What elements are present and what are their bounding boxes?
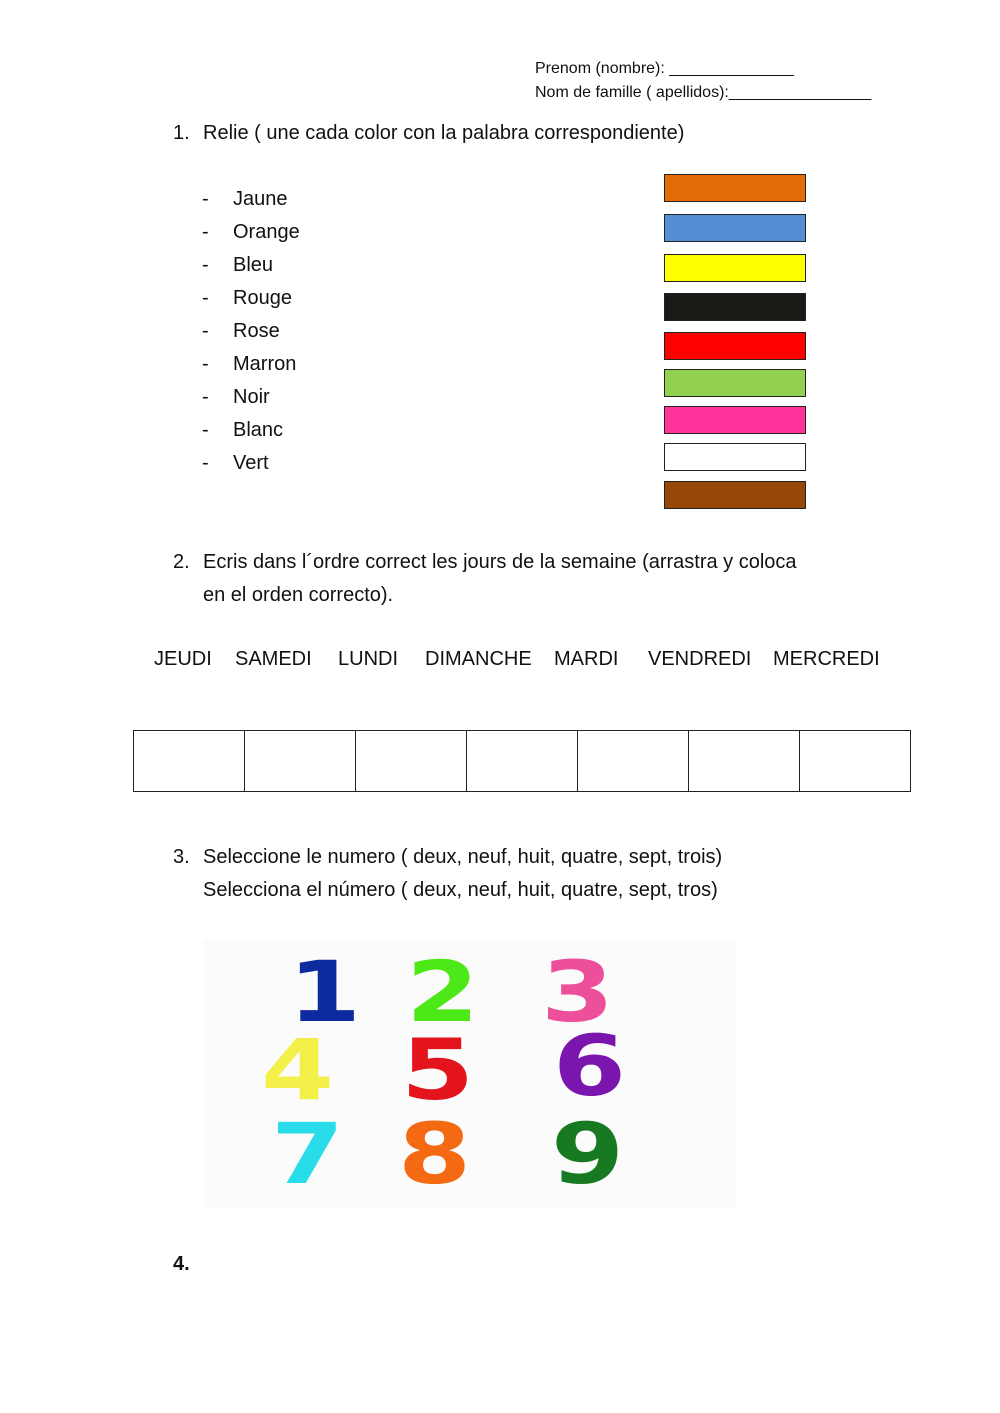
color-swatch[interactable] xyxy=(664,254,806,282)
list-dash: - xyxy=(202,419,209,441)
question-3-number: 3. xyxy=(173,846,190,868)
day-drop-slot[interactable] xyxy=(245,731,356,791)
color-word: Marron xyxy=(233,353,297,375)
digit-6[interactable]: 6 xyxy=(553,1017,627,1115)
color-swatch[interactable] xyxy=(664,406,806,434)
day-drop-slot[interactable] xyxy=(134,731,245,791)
digit-1[interactable]: 1 xyxy=(288,943,362,1041)
last-name-field-label: Nom de famille ( apellidos):________________ xyxy=(535,84,872,101)
question-2-number: 2. xyxy=(173,551,190,573)
question-2-prompt-line-2: en el orden correcto). xyxy=(203,584,394,606)
day-word-tile[interactable]: MERCREDI xyxy=(773,648,880,670)
digit-2[interactable]: 2 xyxy=(406,943,480,1041)
digit-4[interactable]: 4 xyxy=(261,1021,335,1119)
day-word-tile[interactable]: LUNDI xyxy=(338,648,399,670)
digit-7[interactable]: 7 xyxy=(271,1105,345,1203)
question-3-prompt-line-2: Selecciona el número ( deux, neuf, huit, quatre, sept, tros) xyxy=(203,879,718,901)
color-word: Bleu xyxy=(233,254,274,276)
list-dash: - xyxy=(202,188,209,210)
list-dash: - xyxy=(202,452,209,474)
question-1-number: 1. xyxy=(173,122,190,144)
list-dash: - xyxy=(202,320,209,342)
day-word-tile[interactable]: JEUDI xyxy=(154,648,212,670)
question-4-number: 4. xyxy=(173,1253,190,1275)
color-word: Blanc xyxy=(233,419,284,441)
color-swatch[interactable] xyxy=(664,481,806,509)
digit-5[interactable]: 5 xyxy=(401,1021,475,1119)
day-word-tile[interactable]: DIMANCHE xyxy=(425,648,532,670)
day-word-tile[interactable]: VENDREDI xyxy=(648,648,752,670)
question-1 xyxy=(173,117,873,150)
question-2 xyxy=(173,546,873,612)
digit-8[interactable]: 8 xyxy=(398,1105,472,1203)
question-2-prompt-line-1: Ecris dans l´ordre correct les jours de la semaine (arrastra y coloca xyxy=(203,551,797,573)
first-name-field-label: Prenom (nombre): ______________ xyxy=(535,60,794,77)
day-drop-slot[interactable] xyxy=(578,731,689,791)
color-swatch[interactable] xyxy=(664,443,806,471)
color-swatch[interactable] xyxy=(664,214,806,242)
list-dash: - xyxy=(202,221,209,243)
color-swatch[interactable] xyxy=(664,293,806,321)
day-drop-slot[interactable] xyxy=(467,731,578,791)
color-swatch[interactable] xyxy=(664,174,806,202)
list-dash: - xyxy=(202,353,209,375)
question-1-prompt: Relie ( une cada color con la palabra correspondiente) xyxy=(203,122,685,144)
digit-3[interactable]: 3 xyxy=(541,943,615,1041)
color-swatch[interactable] xyxy=(664,369,806,397)
color-word: Jaune xyxy=(233,188,288,210)
question-3 xyxy=(173,841,873,907)
day-drop-slot[interactable] xyxy=(689,731,800,791)
color-word: Noir xyxy=(233,386,270,408)
color-word: Orange xyxy=(233,221,300,243)
digit-9[interactable]: 9 xyxy=(551,1105,625,1203)
number-selection-panel xyxy=(203,940,735,1208)
list-dash: - xyxy=(202,287,209,309)
day-drop-slot[interactable] xyxy=(356,731,467,791)
color-word: Vert xyxy=(233,452,269,474)
day-answer-row xyxy=(133,730,911,792)
day-drop-slot[interactable] xyxy=(800,731,910,791)
color-word: Rose xyxy=(233,320,280,342)
day-word-tile[interactable]: MARDI xyxy=(554,648,619,670)
list-dash: - xyxy=(202,254,209,276)
question-3-prompt-line-1: Seleccione le numero ( deux, neuf, huit, quatre, sept, trois) xyxy=(203,846,723,868)
color-swatch[interactable] xyxy=(664,332,806,360)
color-word: Rouge xyxy=(233,287,292,309)
day-word-tile[interactable]: SAMEDI xyxy=(235,648,312,670)
list-dash: - xyxy=(202,386,209,408)
